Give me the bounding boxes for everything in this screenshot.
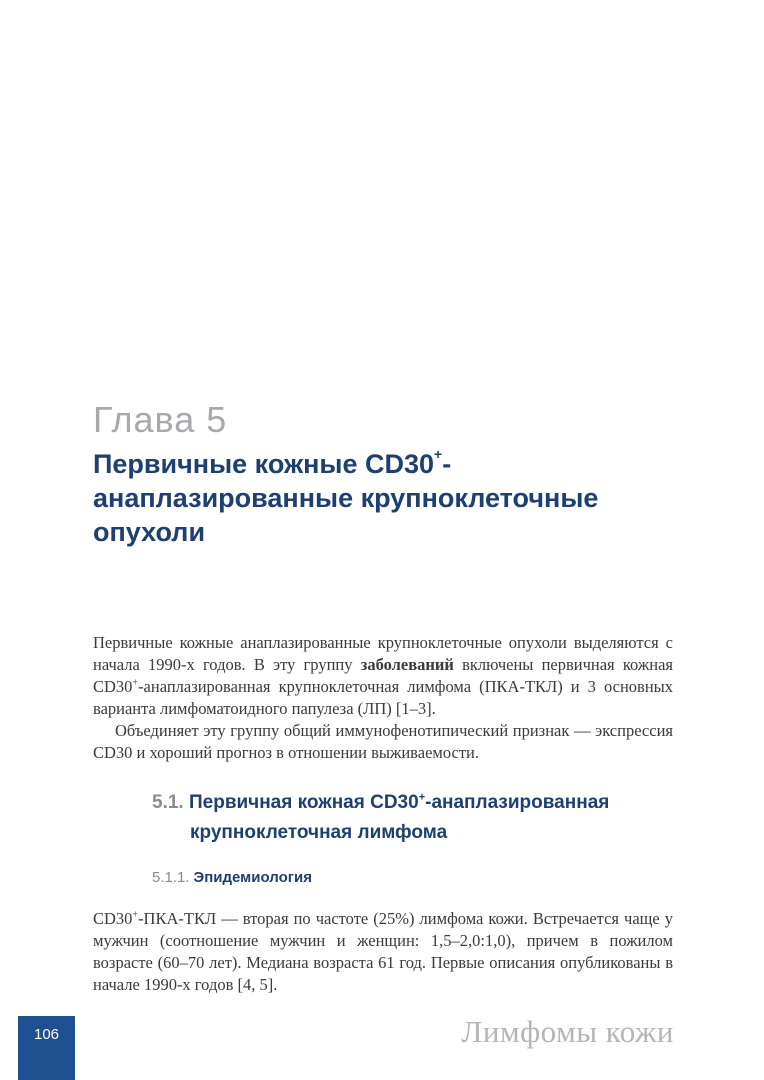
intro-paragraph-1	[93, 632, 673, 720]
intro-text	[93, 632, 673, 764]
section-heading	[152, 788, 730, 848]
chapter-label: Глава 5	[93, 399, 228, 440]
section-title-part1: Первичная кожная CD30	[188, 792, 419, 813]
intro-p1-text-2: включены первичная кожная CD30	[93, 655, 673, 696]
intro-p1-text-3: -анаплазированная крупноклеточная лимфома (ПКА-ТКЛ) и 3 основных варианта лимфоматоидного папулеза (ЛП) [1–3].	[93, 677, 673, 718]
epi-text-2: -ПКА-ТКЛ — вторая по частоте (25%) лимфома кожи. Встречается чаще у мужчин (соотношение мужчин и женщин: 1,5–2,0:1,0), причем в пожилом возрасте (60–70 лет). Медиана возраста 61 год. Первые описания опубликованы в начале 1990-х годов [4, 5].	[93, 909, 673, 994]
section-title-part2: -анаплазированная крупноклеточная лимфома	[190, 792, 610, 843]
epi-sup: +	[132, 909, 139, 921]
intro-p1-text-1: Первичные кожные анаплазированные крупноклеточные опухоли выделяются с начала 1990-х годов. В эту группу	[93, 633, 673, 674]
epidemiology-text	[93, 908, 673, 996]
subsection-number: 5.1.1.	[152, 869, 190, 886]
book-title: Лимфомы кожи	[461, 1014, 674, 1049]
epidemiology-paragraph	[93, 908, 673, 996]
epi-text-1: CD30	[93, 909, 133, 928]
subsection-heading	[152, 867, 312, 889]
page-number: 106	[18, 1016, 75, 1080]
intro-p1-sup: +	[132, 677, 139, 689]
section-number: 5.1.	[152, 792, 184, 813]
chapter-title-sup: +	[434, 446, 443, 462]
subsection-title: Эпидемиология	[193, 869, 312, 886]
chapter-title-part1: Первичные кожные CD30	[93, 449, 435, 479]
chapter-title-part2: -анаплазированные крупноклеточные опухоли	[93, 449, 599, 547]
section-title-sup: +	[418, 791, 426, 804]
chapter-title	[93, 447, 693, 549]
intro-paragraph-2: Объединяет эту группу общий иммунофенотипический признак — экспрессия CD30 и хороший прогноз в отношении выживаемости.	[93, 721, 673, 762]
intro-p1-bold: заболеваний	[360, 655, 454, 674]
